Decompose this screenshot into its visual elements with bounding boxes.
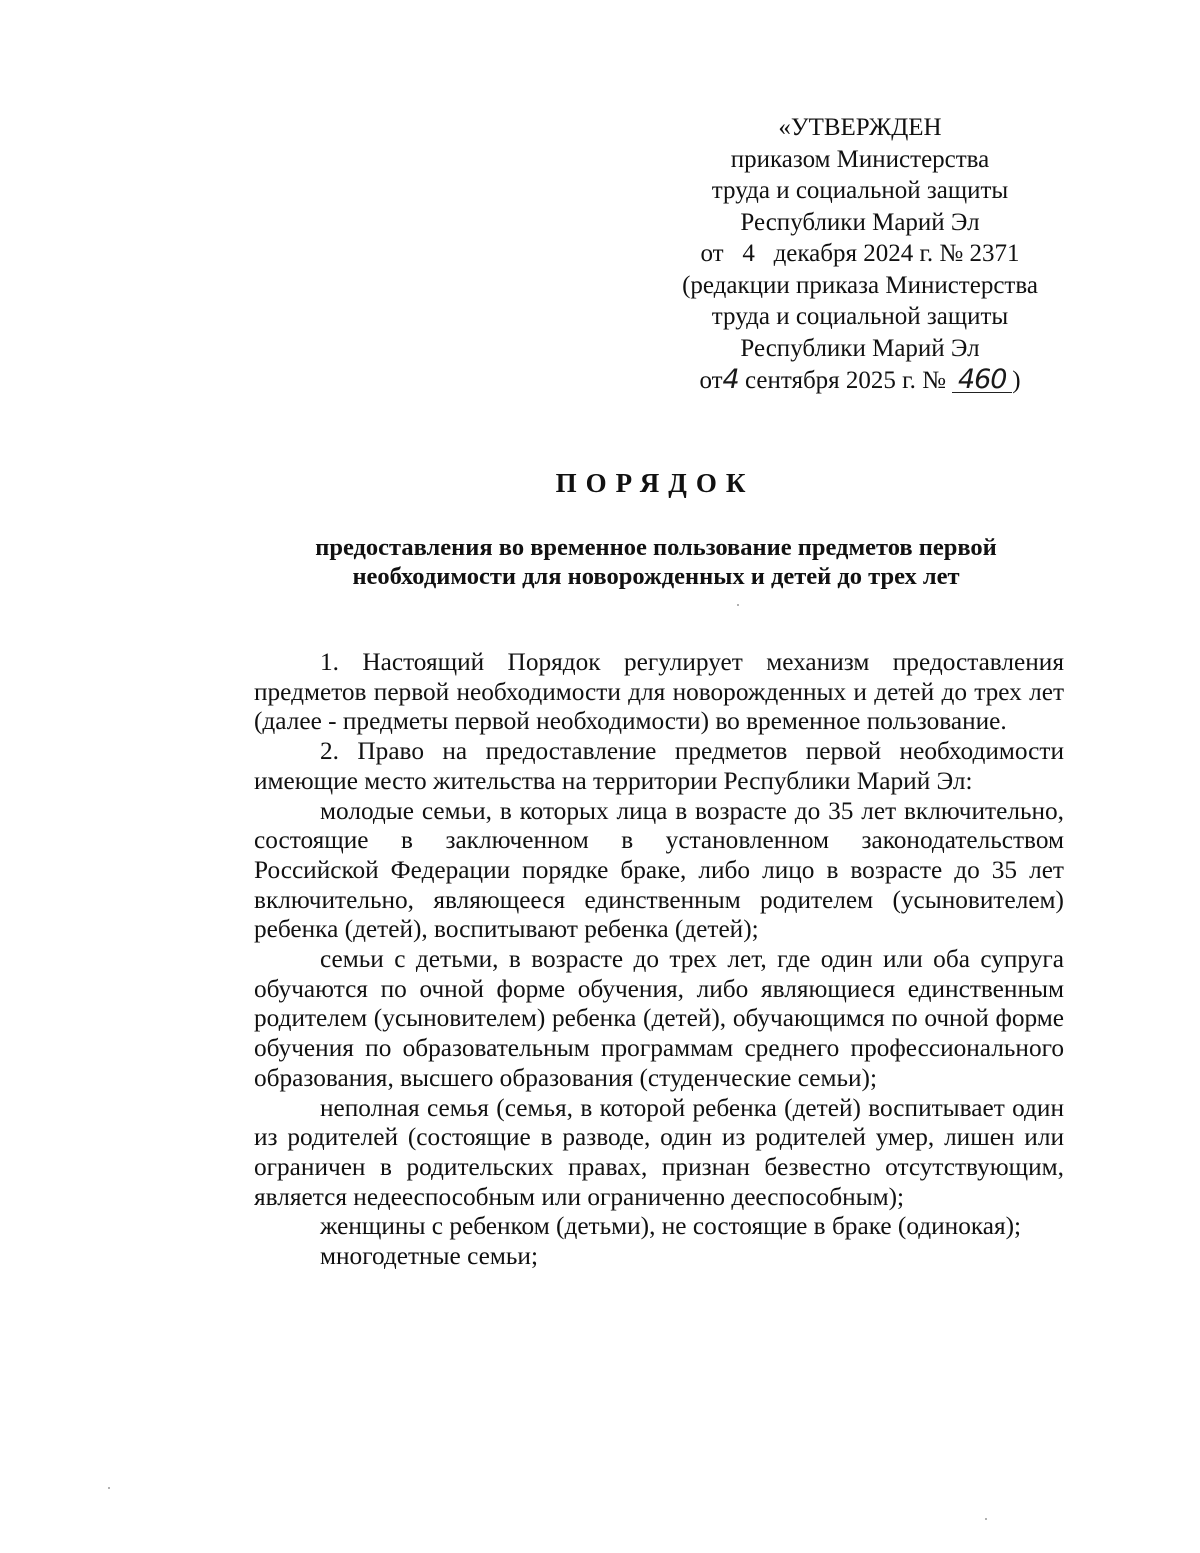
- approval-stamp-block: [660, 112, 1060, 397]
- document-title: ПОРЯДОК: [555, 468, 755, 498]
- handwritten-day: 4: [722, 364, 739, 395]
- approval-date-middle: сентября 2025 г. №: [744, 367, 946, 394]
- approval-date-prefix: от: [699, 367, 723, 394]
- paragraph: молодые семьи, в которых лица в возрасте до 35 лет включительно, состоящие в заключенном в установленном законодательством Российской Федерации порядке браке, либо лицо в возрасте до 35 лет включительно, являющееся единственным родителем (усыновителем) ребенка (детей), воспитывают ребенка (детей);: [254, 796, 1064, 944]
- approval-line: (редакции приказа Министерства: [682, 271, 1038, 299]
- paragraph: 1. Настоящий Порядок регулирует механизм предоставления предметов первой необходимости для новорожденных и детей до трех лет (далее - предметы первой необходимости) во временное пользование.: [254, 648, 1064, 736]
- approval-line: труда и социальной защиты: [711, 177, 1009, 204]
- subtitle-line: предоставления во временное пользование предметов первой: [315, 534, 997, 561]
- document-body: [254, 648, 1064, 1272]
- paragraph: семьи с детьми, в возрасте до трех лет, где один или оба супруга обучаются по очной форме обучения, либо являющиеся единственным родителем (усыновителем) ребенка (детей), обучающимся по очной форме обучения по образовательным программам среднего профессионального образования, высшего образования (студенческие семьи);: [254, 945, 1064, 1092]
- paragraph: многодетные семьи;: [320, 1242, 538, 1271]
- paragraph: женщины с ребенком (детьми), не состоящие в браке (одинокая);: [320, 1212, 1022, 1241]
- scan-speck: [985, 1518, 987, 1520]
- document-subtitle: [250, 533, 1062, 591]
- handwritten-order-number: 460: [952, 368, 1012, 393]
- approval-line: Республики Марий Эл: [740, 334, 980, 362]
- scan-speck: [737, 604, 739, 606]
- scan-speck: [108, 1487, 110, 1489]
- paragraph: неполная семья (семья, в которой ребенка (детей) воспитывает один из родителей (состоящие в разводе, один из родителей умер, лишен или ограничен в родительских правах, признан безвестно отсутствующим, является недееспособным или ограниченно дееспособным);: [254, 1093, 1064, 1211]
- paragraph: 2. Право на предоставление предметов первой необходимости имеющие место жительства на территории Республики Марий Эл:: [254, 737, 1064, 795]
- approval-line: приказом Министерства: [730, 145, 990, 173]
- subtitle-line: необходимости для новорожденных и детей до трех лет: [352, 563, 960, 590]
- approval-line: от 4 декабря 2024 г. № 2371: [700, 240, 1020, 267]
- approval-line: труда и социальной защиты: [711, 303, 1009, 330]
- approval-line: «УТВЕРЖДЕН: [778, 114, 942, 141]
- approval-closing-paren: ): [1012, 367, 1021, 394]
- approval-line: Республики Марий Эл: [740, 208, 980, 236]
- approval-last-line: [660, 364, 1060, 397]
